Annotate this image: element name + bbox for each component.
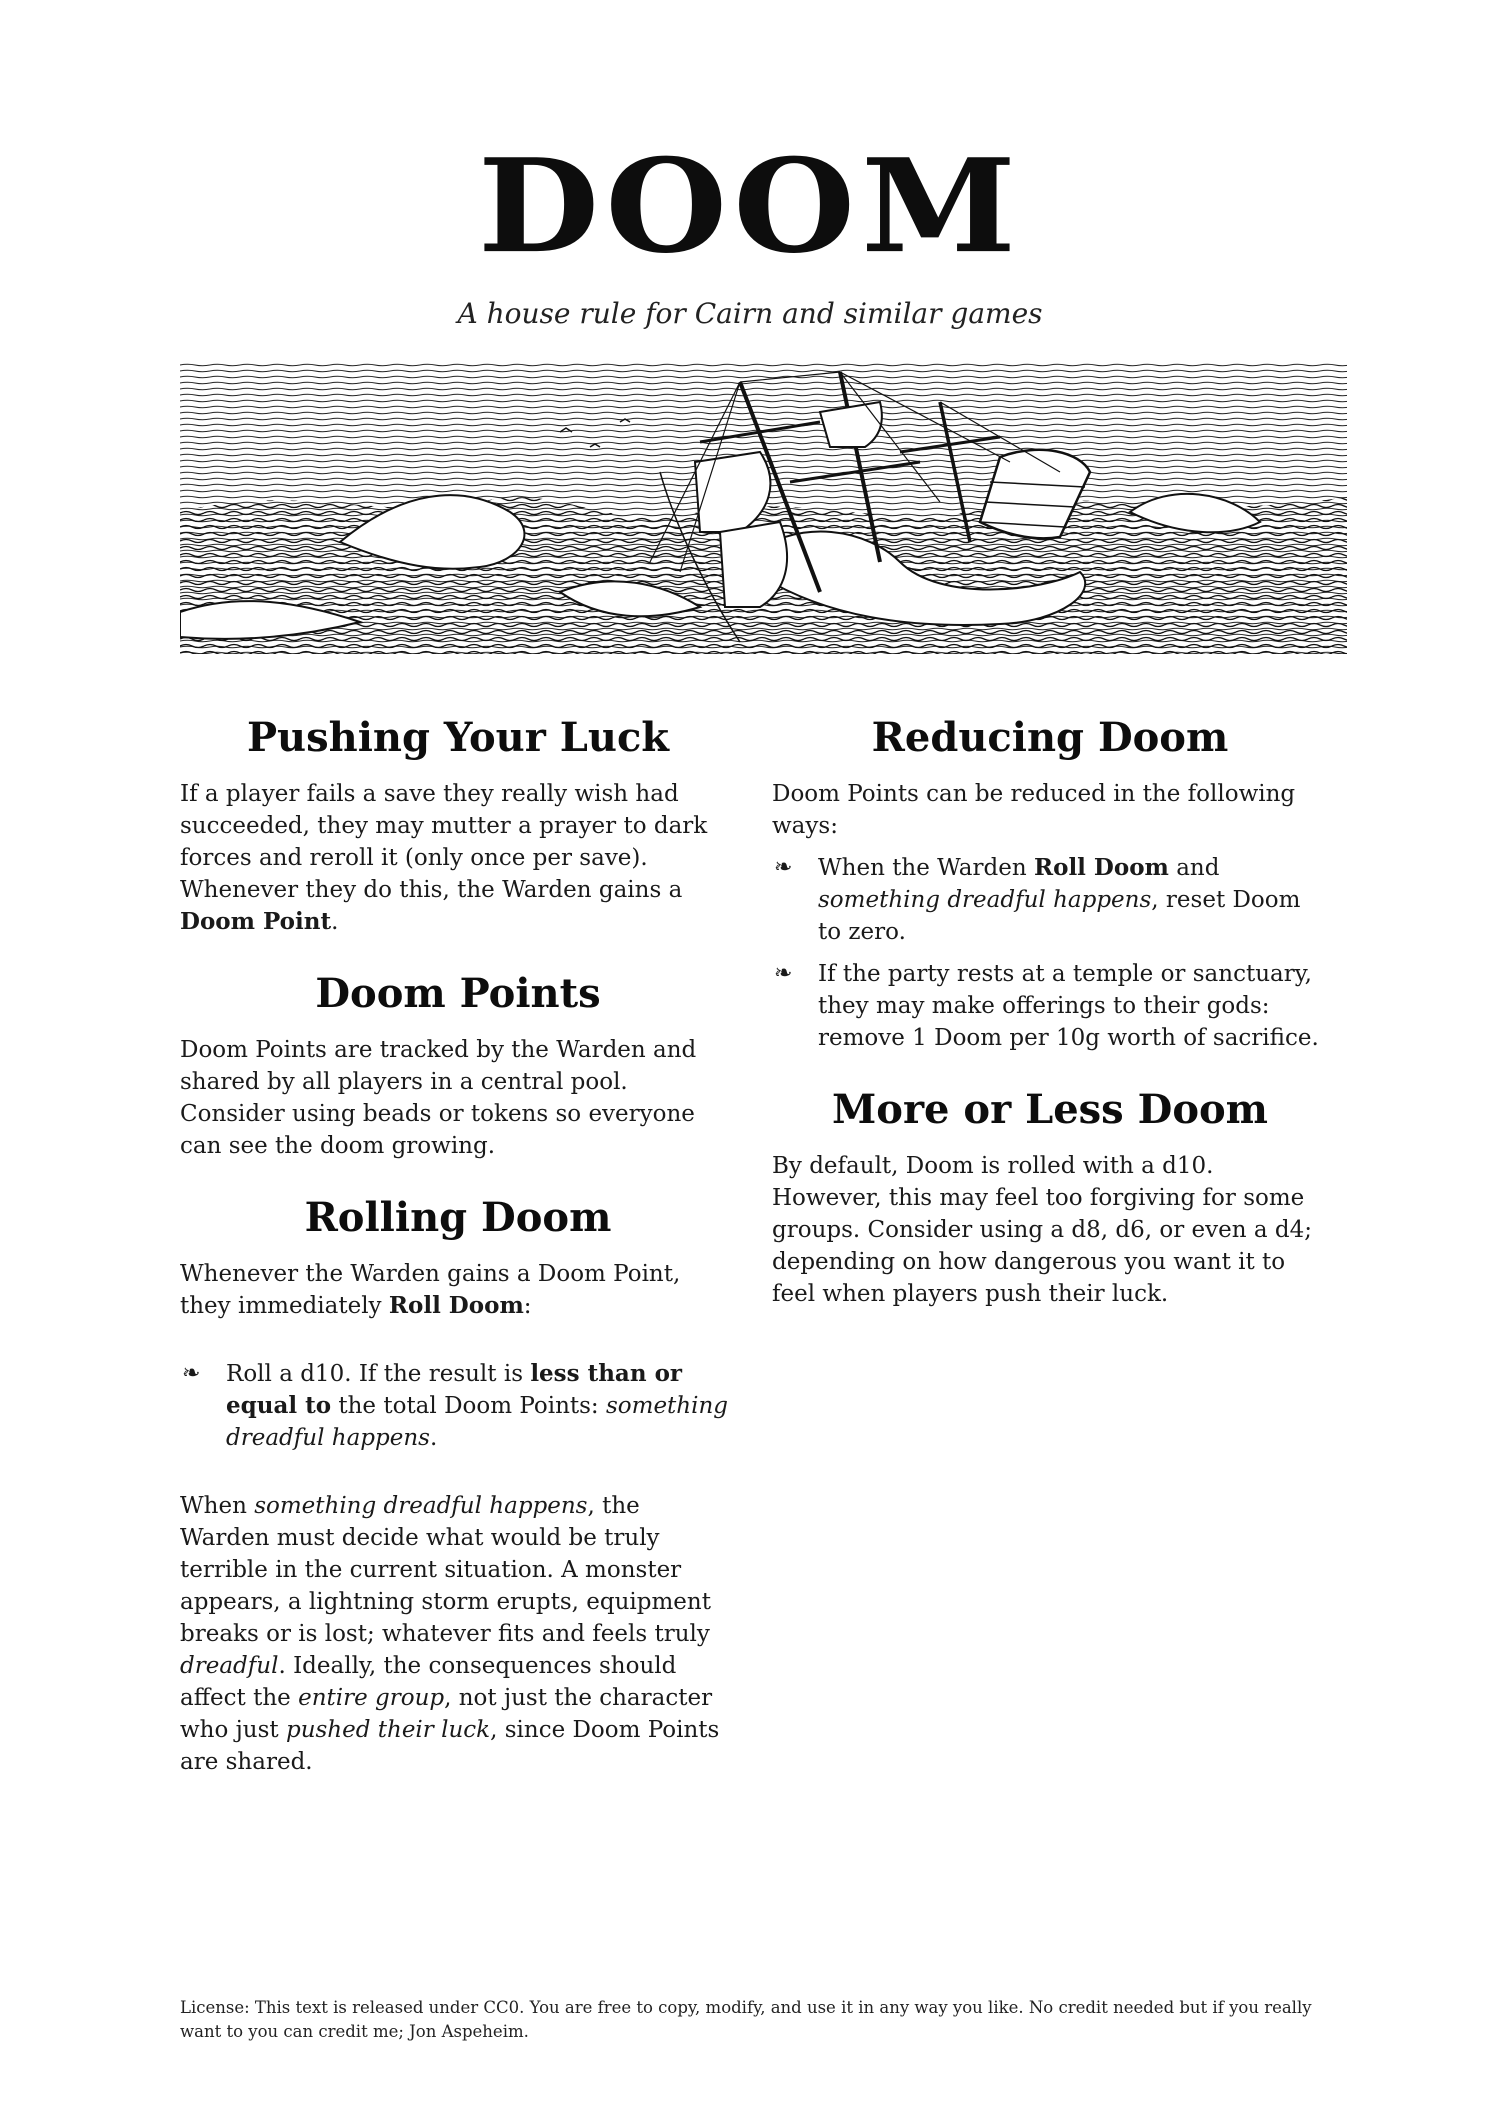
dreadful-paragraph: When something dreadful happens, the Warden must decide what would be truly terrible in the current situation. A monster appears, a lightning storm erupts, equipment breaks or is lost; whatever fits and feels truly dreadful. Ideally, the consequences should affect the entire group, not just the character who just pushed their luck, since Doom Points are shared.: [180, 1493, 720, 1775]
more-or-less-paragraph: By default, Doom is rolled with a d10. However, this may feel too forgiving for some groups. Consider using a d8, d6, or even a d4; depending on how dangerous you want it to feel when players push their luck.: [772, 1153, 1313, 1307]
license-footer: License: This text is released under CC0. You are free to copy, modify, and use it in any way you like. No credit needed but if you really want to you can credit me; Jon Aspeheim.: [180, 1998, 1312, 2041]
reducing-doom-list: [772, 852, 1328, 1054]
fleuron-bullet-icon: ❧: [774, 961, 793, 986]
doom-point-term: Doom Point: [180, 908, 332, 935]
fleuron-bullet-icon: ❧: [182, 1361, 201, 1386]
heading-pushing-your-luck: Pushing Your Luck: [246, 714, 670, 761]
list-item: ❧ Roll a d10. If the result is less than or equal to the total Doom Points: something dreadful happens.: [182, 1360, 729, 1451]
doom-points-paragraph: Doom Points are tracked by the Warden and shared by all players in a central pool. Consider using beads or tokens so everyone can see the doom growing.: [180, 1037, 697, 1159]
left-column: [180, 712, 736, 1808]
section-pushing-your-luck: [180, 712, 736, 938]
section-doom-points: [180, 968, 736, 1162]
reducing-paragraph: Doom Points can be reduced in the following ways:: [772, 781, 1296, 839]
page-subtitle: A house rule for Cairn and similar games: [457, 297, 1043, 330]
list-item: ❧ When the Warden Roll Doom and something dreadful happens, reset Doom to zero.: [774, 854, 1301, 945]
list-item: ❧ If the party rests at a temple or sanctuary, they may make offerings to their gods: remove 1 Doom per 10g worth of sacrifice.: [772, 958, 1328, 1054]
section-reducing-doom: [772, 712, 1328, 1054]
heading-doom-points: Doom Points: [315, 970, 601, 1017]
fleuron-bullet-icon: ❧: [774, 855, 793, 880]
heading-reducing-doom: Reducing Doom: [871, 714, 1229, 761]
ship-in-storm-engraving: [180, 362, 1347, 654]
pushing-paragraph: If a player fails a save they really wish had succeeded, they may mutter a prayer to dark forces and reroll it (only once per save). Whenever they do this, the Warden gains a Doom Point.: [180, 781, 708, 935]
right-column: [772, 712, 1328, 1340]
heading-rolling-doom: Rolling Doom: [304, 1194, 612, 1241]
section-more-or-less-doom: [772, 1084, 1328, 1310]
heading-more-or-less-doom: More or Less Doom: [832, 1086, 1268, 1133]
section-rolling-doom: [180, 1192, 736, 1778]
rolling-doom-paragraph: Whenever the Warden gains a Doom Point, they immediately Roll Doom:: [180, 1261, 681, 1319]
rolling-doom-list: [180, 1358, 736, 1454]
page-title: DOOM: [477, 131, 1023, 283]
